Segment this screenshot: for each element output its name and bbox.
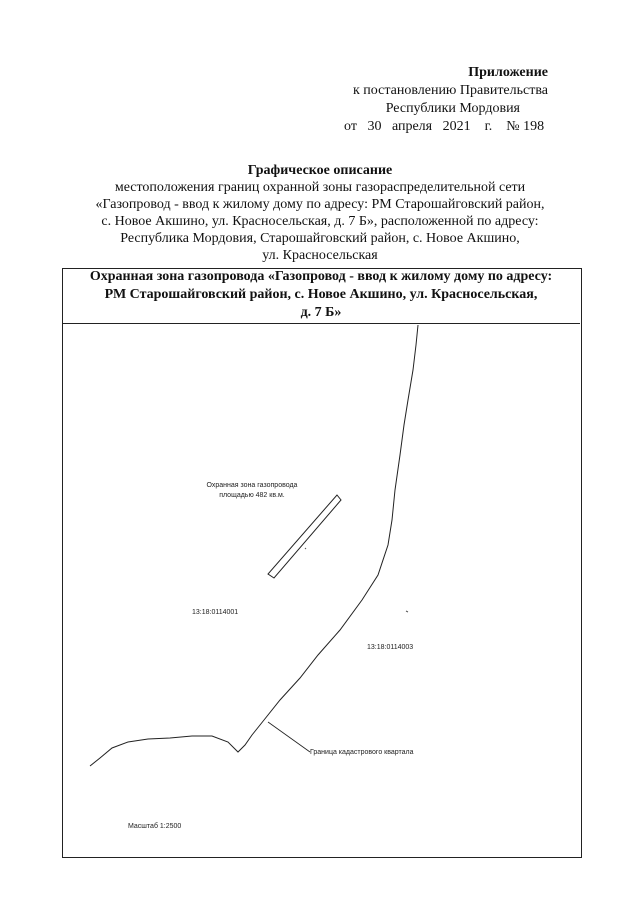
- map-title-line-3: д. 7 Б»: [300, 305, 342, 320]
- description-line-5: ул. Красносельская: [262, 248, 378, 263]
- date-month: апреля: [391, 119, 433, 134]
- cadastral-boundary-line: [90, 325, 418, 766]
- date-day: 30: [367, 119, 382, 134]
- appendix-line-2: Республики Мордовия: [385, 101, 520, 116]
- zone-label: [202, 481, 302, 501]
- document-number: 198: [523, 119, 545, 134]
- date-prefix: от: [344, 119, 357, 134]
- parcel-label-left: 13:18:0114001: [192, 609, 239, 616]
- map-title-line-2: РМ Старошайговский район, с. Новое Акшино, ул. Красносельская,: [104, 287, 538, 302]
- boundary-label: Граница кадастрового квартала: [310, 749, 414, 756]
- date-year: 2021: [442, 119, 471, 134]
- description-title: Графическое описание: [247, 163, 393, 178]
- zone-label-line-2: площадью 482 кв.м.: [219, 492, 285, 499]
- protection-zone-polygon: [268, 495, 341, 578]
- number-label: №: [506, 119, 520, 134]
- zone-label-line-1: Охранная зона газопровода: [206, 482, 298, 489]
- date-suffix: г.: [484, 119, 493, 134]
- description-line-1: местоположения границ охранной зоны газораспределительной сети: [114, 180, 526, 195]
- map-tick: [406, 611, 408, 612]
- map-title-line-1: Охранная зона газопровода «Газопровод - ввод к жилому дому по адресу:: [89, 269, 553, 284]
- boundary-leader-line: [268, 722, 310, 752]
- appendix-line-1: к постановлению Правительства: [352, 83, 548, 98]
- appendix-title: Приложение: [468, 65, 548, 80]
- description-line-2: «Газопровод - ввод к жилому дому по адресу: РМ Старошайговский район,: [95, 197, 545, 212]
- description-line-3: с. Новое Акшино, ул. Красносельская, д. 7 Б», расположенной по адресу:: [101, 214, 539, 229]
- scale-label: Масштаб 1:2500: [128, 823, 182, 830]
- parcel-label-right: 13:18:0114003: [367, 644, 414, 651]
- map-tick: [305, 548, 306, 549]
- description-line-4: Республика Мордовия, Старошайговский район, с. Новое Акшино,: [120, 231, 520, 246]
